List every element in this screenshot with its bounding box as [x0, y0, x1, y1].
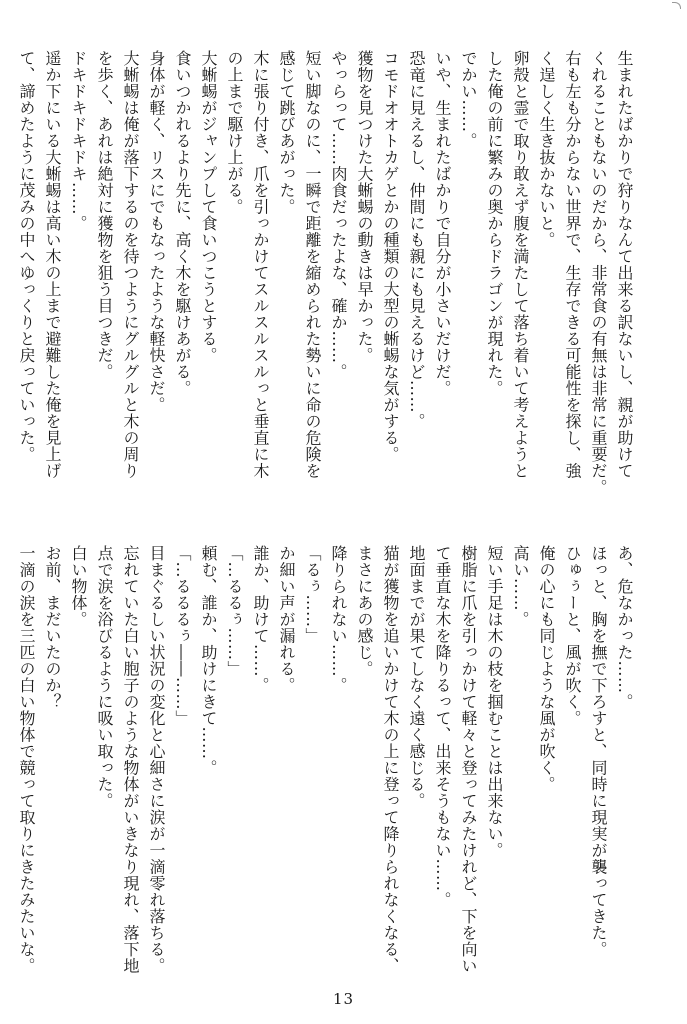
- text-line: ひゅぅーと、風が吹く。: [563, 545, 582, 727]
- text-line: 獲物を見つけた大蜥蜴の動きは早かった。: [355, 50, 374, 364]
- text-line: 誰か、助けて……。: [251, 545, 270, 694]
- lower-text-block: [13, 545, 637, 975]
- text-line: 卵殻と霊で取り敢えず腹を満たして落ち着いて考えようと: [511, 50, 530, 479]
- text-line: の上まで駆け上がる。: [225, 50, 244, 215]
- corner-mark: [672, 2, 681, 9]
- text-line: 感じて跳びあがった。: [277, 50, 296, 215]
- text-line: て垂直な木を降りるって、出来そうもない……。: [433, 545, 452, 908]
- text-line: 大蜥蜴がジャンプして食いつこうとする。: [199, 50, 218, 364]
- text-line: 生まれたばかりで狩りなんて出来る訳ないし、親が助けて: [615, 50, 634, 479]
- text-line: コモドオオトカゲとかの種類の大型の蜥蜴な気がする。: [381, 50, 400, 463]
- text-line: でかい……。: [459, 50, 478, 149]
- text-line: 俺の心にも同じような風が吹く。: [537, 545, 556, 793]
- text-line: 降りられない……。: [329, 545, 348, 694]
- page-number: 13: [332, 990, 355, 1008]
- text-line: 遥か下にいる大蜥蜴は高い木の上まで避難した俺を見上げ: [43, 50, 62, 479]
- text-line: 「るぅ……」: [303, 545, 322, 644]
- text-line: した俺の前に繁みの奥からドラゴンが現れた。: [485, 50, 504, 397]
- text-line: 頼む、誰か、助けにきて……。: [199, 545, 218, 776]
- text-line: 食いつかれるより先に、高く木を駆けあがる。: [173, 50, 192, 397]
- text-line: 猫が獲物を追いかけて木の上に登って降りられなくなる、: [381, 545, 400, 974]
- text-line: 一滴の涙を三匹の白い物体で競って取りにきたみたいな。: [17, 545, 36, 974]
- text-line: 短い手足は木の枝を掴むことは出来ない。: [485, 545, 504, 859]
- text-line: 短い脚なのに、一瞬で距離を縮められた勢いに命の危険を: [303, 50, 322, 479]
- text-line: か細い声が漏れる。: [277, 545, 296, 694]
- text-line: 右も左も分からない世界で、生存できる可能性を探し、強: [563, 50, 582, 479]
- text-line: お前、まだいたのか？: [43, 545, 62, 710]
- text-line: 恐竜に見えるし、仲間にも親にも見えるけど……。: [407, 50, 426, 430]
- text-line: 高い……。: [511, 545, 530, 628]
- text-line: 白い物体。: [69, 545, 88, 628]
- text-line: 「…るるるぅ――……」: [173, 545, 192, 727]
- text-line: 「…るるぅ……」: [225, 545, 244, 677]
- text-line: 点で涙を浴びるように吸い取った。: [95, 545, 114, 809]
- text-line: 木に張り付き、爪を引っかけてスルスルスルっと垂直に木: [251, 50, 270, 479]
- text-line: 目まぐるしい状況の変化と心細さに涙が一滴零れ落ちる。: [147, 545, 166, 974]
- text-line: あ、危なかった……。: [615, 545, 634, 710]
- text-line: て、諦めたように茂みの中へゆっくりと戻っていった。: [17, 50, 36, 463]
- text-line: 大蜥蜴は俺が落下するのを待つようにグルグルと木の周り: [121, 50, 140, 479]
- text-line: まさにあの感じ。: [355, 545, 374, 677]
- text-line: 樹脂に爪を引っかけて軽々と登ってみたけれど、下を向い: [459, 545, 478, 974]
- text-line: やっらって……肉食だったよな、確か……。: [329, 50, 348, 380]
- text-line: ドキドキドキドキ……。: [69, 50, 88, 232]
- text-line: 身体が軽く、リスにでもなったような軽快さだ。: [147, 50, 166, 413]
- text-line: ほっと、胸を撫で下ろすと、同時に現実が襲ってきた。: [589, 545, 608, 958]
- text-line: いや、生まれたばかりで自分が小さいだけだ。: [433, 50, 452, 397]
- text-line: くれることもないのだから、非常食の有無は非常に重要だ。: [589, 50, 608, 496]
- text-line: く逞しく生き抜かないと。: [537, 50, 556, 248]
- text-line: 忘れていた白い胞子のような物体がいきなり現れ、落下地: [121, 545, 140, 974]
- upper-text-block: [13, 50, 637, 496]
- text-line: 地面までが果てしなく遠く感じる。: [407, 545, 426, 809]
- text-line: を歩く、あれは絶対に獲物を狙う目つきだ。: [95, 50, 114, 380]
